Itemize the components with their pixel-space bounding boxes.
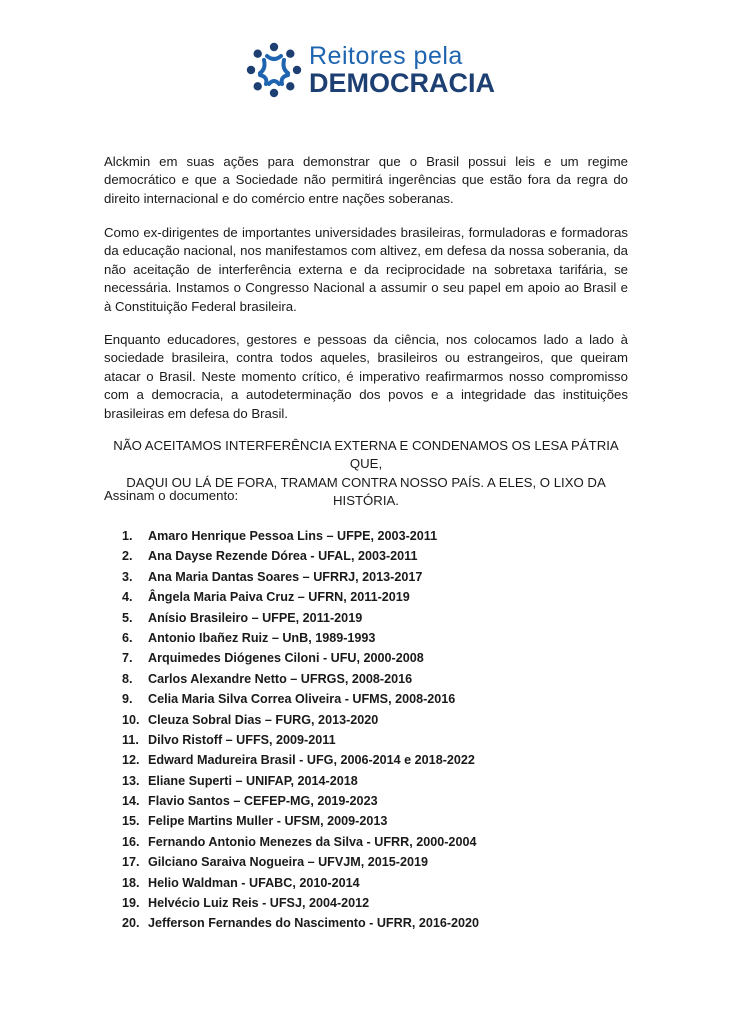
list-item: 10. Cleuza Sobral Dias – FURG, 2013-2020 (122, 712, 379, 727)
list-item: 7. Arquimedes Diógenes Ciloni - UFU, 2000-2008 (122, 651, 424, 666)
list-item: 13. Eliane Superti – UNIFAP, 2014-2018 (122, 773, 358, 788)
list-item: 1. Amaro Henrique Pessoa Lins – UFPE, 2003-2011 (122, 529, 438, 543)
list-item: 2. Ana Dayse Rezende Dórea - UFAL, 2003-2011 (122, 549, 418, 564)
list-item: 8. Carlos Alexandre Netto – UFRGS, 2008-2016 (122, 671, 413, 686)
statement-line-1: NÃO ACEITAMOS INTERFERÊNCIA EXTERNA E CONDENAMOS OS LESA PÁTRIA QUE, (113, 438, 619, 472)
paragraph-2: Como ex-dirigentes de importantes universidades brasileiras, formuladoras e formadoras da educação nacional, nos manifestamos com altivez, em defesa da nossa soberania, da não aceitação de interferência externa e da reciprocidade na sobretaxa tarifária, se necessária. Instamos o Congresso Nacional a assumir o seu papel em apoio ao Brasil e à Constituição Federal brasileira. (104, 225, 628, 314)
circle-of-people-icon (246, 42, 302, 98)
list-item: 19. Helvécio Luiz Reis - UFSJ, 2004-2012 (122, 896, 370, 911)
statement-line-2: DAQUI OU LÁ DE FORA, TRAMAM CONTRA NOSSO PAÍS. A ELES, O LIXO DA HISTÓRIA. (126, 474, 606, 509)
list-item: 4. Ângela Maria Paiva Cruz – UFRN, 2011-2019 (122, 590, 410, 605)
list-item: 12. Edward Madureira Brasil - UFG, 2006-2014 e 2018-2022 (122, 753, 475, 768)
list-item: 15. Felipe Martins Muller - UFSM, 2009-2013 (122, 814, 388, 829)
list-item: 17. Gilciano Saraiva Nogueira – UFVJM, 2015-2019 (122, 855, 428, 870)
list-item: 18. Helio Waldman - UFABC, 2010-2014 (122, 875, 360, 890)
list-item: 3. Ana Maria Dantas Soares – UFRRJ, 2013-2017 (122, 569, 423, 584)
logo (246, 40, 496, 100)
list-item: 6. Antonio Ibañez Ruiz – UnB, 1989-1993 (122, 630, 376, 645)
list-item: 5. Anísio Brasileiro – UFPE, 2011-2019 (122, 610, 363, 625)
list-item: 9. Celia Maria Silva Correa Oliveira - UFMS, 2008-2016 (122, 692, 456, 707)
list-item: 14. Flavio Santos – CEFEP-MG, 2019-2023 (122, 794, 378, 809)
signatories-intro: Assinam o documento: (104, 488, 239, 503)
signatories-list (122, 526, 622, 934)
logo-text-bottom: DEMOCRACIA (309, 68, 495, 98)
list-item: 20. Jefferson Fernandes do Nascimento - UFRR, 2016-2020 (122, 916, 480, 931)
list-item: 11. Dilvo Ristoff – UFFS, 2009-2011 (122, 732, 336, 747)
list-item: 16. Fernando Antonio Menezes da Silva - UFRR, 2000-2004 (122, 834, 477, 849)
logo-text-top: Reitores pela (309, 42, 463, 70)
paragraph-3: Enquanto educadores, gestores e pessoas da ciência, nos colocamos lado a lado à sociedade brasileira, contra todos aqueles, brasileiros ou estrangeiros, que queiram atacar o Brasil. Neste momento crítico, é imperativo reafirmarmos nosso compromisso com a democracia, a autodeterminação dos povos e a integridade das instituições brasileiras em defesa do Brasil. (104, 332, 628, 421)
paragraph-1: Alckmin em suas ações para demonstrar que o Brasil possui leis e um regime democrático e que a Sociedade não permitirá ingerências que estão fora da regra do direito internacional e do comércio entre nações soberanas. (104, 154, 628, 206)
